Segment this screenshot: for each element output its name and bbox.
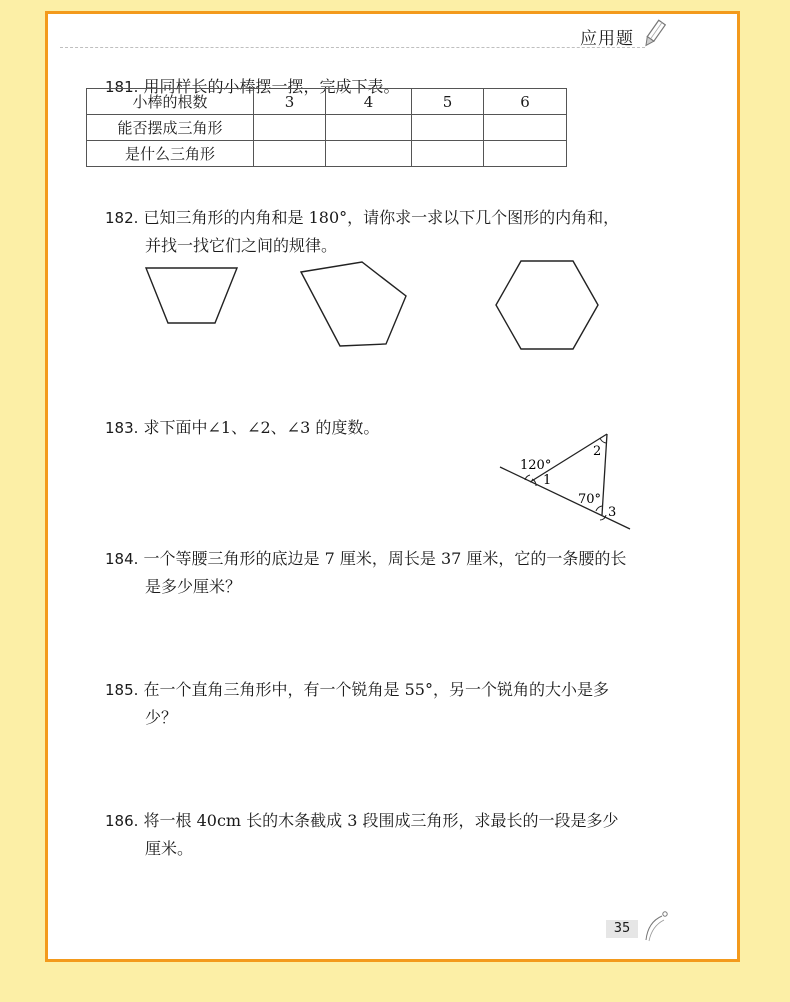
question-number: 182. (105, 209, 139, 227)
table-header-cell: 3 (254, 89, 326, 115)
table-header-cell: 小棒的根数 (87, 89, 254, 115)
question-number: 183. (105, 419, 139, 437)
question-184 (105, 545, 626, 600)
question-text-line1: 在一个直角三角形中，有一个锐角是 55°，另一个锐角的大小是多 (143, 680, 609, 699)
angle-label-3: 3 (608, 505, 617, 520)
trapezoid-figure (146, 268, 237, 323)
question-186 (105, 807, 619, 862)
question-text-line2: 少？ (145, 708, 178, 727)
question-text-line2: 并找一找它们之间的规律。 (145, 236, 338, 255)
table-row-label: 能否摆成三角形 (87, 115, 254, 141)
question-text: 求下面中∠1、∠2、∠3 的度数。 (143, 418, 380, 437)
angle-label-1: 1 (543, 473, 552, 488)
page-number: 35 (606, 920, 638, 938)
question-text-line1: 将一根 40cm 长的木条截成 3 段围成三角形，求最长的一段是多少 (143, 811, 619, 830)
table-row-label: 是什么三角形 (87, 141, 254, 167)
question-number: 181. (105, 78, 139, 96)
pentagon-figure (301, 262, 406, 346)
table-header-cell: 6 (484, 89, 567, 115)
question-text-line1: 一个等腰三角形的底边是 7 厘米，周长是 37 厘米，它的一条腰的长 (143, 549, 627, 568)
question-text-line1: 已知三角形的内角和是 180°，请你求一求以下几个图形的内角和， (143, 208, 620, 227)
swirl-icon (640, 908, 670, 944)
angle-figure (500, 434, 630, 529)
angle-label-2: 2 (593, 444, 602, 459)
question-number: 185. (105, 681, 139, 699)
hexagon-figure (496, 261, 598, 349)
question-185 (105, 676, 609, 731)
angle-label-120: 120° (520, 458, 552, 473)
question-text-line2: 是多少厘米？ (145, 577, 242, 596)
triangle-side (602, 434, 607, 515)
question-number: 186. (105, 812, 139, 830)
angle-arc (525, 475, 530, 480)
angle-label-70: 70° (578, 492, 602, 507)
question-text-line2: 厘米。 (145, 839, 194, 858)
table-header-cell: 5 (412, 89, 484, 115)
question-text: 用同样长的小棒摆一摆，完成下表。 (143, 77, 400, 96)
question-183 (105, 414, 379, 442)
section-title: 应用题 (580, 29, 634, 49)
table-header-cell: 4 (326, 89, 412, 115)
angle-arc (600, 438, 606, 443)
question-number: 184. (105, 550, 139, 568)
